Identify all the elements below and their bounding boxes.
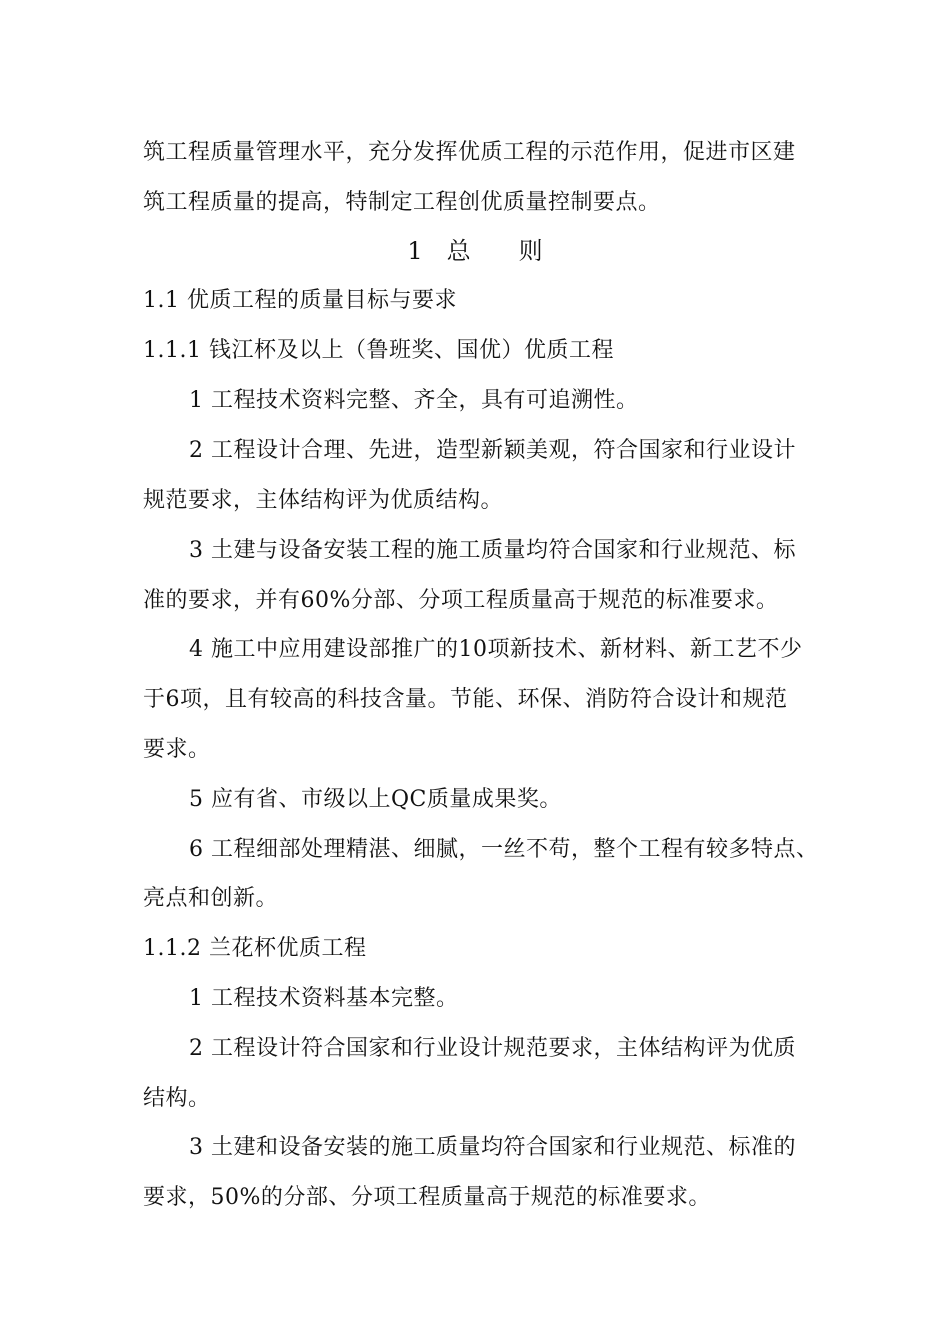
chapter-title: 1 总 则 — [407, 237, 543, 265]
item-1-1-1-1-line-1: 1 工程技术资料完整、齐全，具有可追溯性。 — [189, 388, 639, 413]
item-1-1-1-4-line-3: 要求。 — [143, 737, 211, 762]
intro-line-2: 筑工程质量的提高，特制定工程创优质量控制要点。 — [143, 190, 661, 215]
item-1-1-1-2-line-1: 2 工程设计合理、先进，造型新颖美观，符合国家和行业设计 — [189, 438, 796, 463]
section-heading-1-1-1: 1.1.1 钱江杯及以上（鲁班奖、国优）优质工程 — [143, 338, 614, 363]
item-1-1-1-6-line-1: 6 工程细部处理精湛、细腻，一丝不苟，整个工程有较多特点、 — [189, 837, 819, 862]
item-1-1-1-3-line-2: 准的要求，并有60%分部、分项工程质量高于规范的标准要求。 — [143, 588, 779, 613]
item-1-1-1-5-line-1: 5 应有省、市级以上QC质量成果奖。 — [189, 787, 562, 812]
item-1-1-2-2-line-1: 2 工程设计符合国家和行业设计规范要求，主体结构评为优质 — [189, 1036, 796, 1061]
section-heading-1-1-2: 1.1.2 兰花杯优质工程 — [143, 936, 367, 961]
item-1-1-1-6-line-2: 亮点和创新。 — [143, 886, 279, 911]
item-1-1-2-1-line-1: 1 工程技术资料基本完整。 — [189, 986, 459, 1011]
item-1-1-1-4-line-2: 于6项，且有较高的科技含量。节能、环保、消防符合设计和规范 — [143, 687, 788, 712]
item-1-1-2-2-line-2: 结构。 — [143, 1086, 211, 1111]
item-1-1-2-3-line-2: 要求，50%的分部、分项工程质量高于规范的标准要求。 — [143, 1185, 711, 1210]
item-1-1-1-4-line-1: 4 施工中应用建设部推广的10项新技术、新材料、新工艺不少 — [189, 637, 803, 662]
item-1-1-2-3-line-1: 3 土建和设备安装的施工质量均符合国家和行业规范、标准的 — [189, 1135, 796, 1160]
intro-line-1: 筑工程质量管理水平，充分发挥优质工程的示范作用，促进市区建 — [143, 140, 796, 165]
section-heading-1-1: 1.1 优质工程的质量目标与要求 — [143, 288, 457, 313]
item-1-1-1-2-line-2: 规范要求，主体结构评为优质结构。 — [143, 488, 504, 513]
item-1-1-1-3-line-1: 3 土建与设备安装工程的施工质量均符合国家和行业规范、标 — [189, 538, 796, 563]
